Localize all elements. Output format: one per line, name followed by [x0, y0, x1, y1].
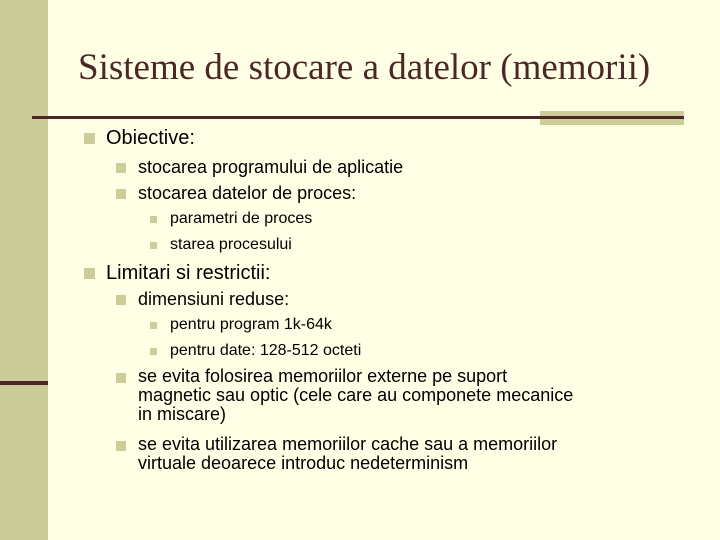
bullet-text: pentru date: 128-512 octeti — [170, 342, 362, 359]
bullet-text-line: in miscare) — [138, 404, 227, 424]
bullet-text-line: se evita utilizarea memoriilor cache sau a memoriilor — [138, 434, 558, 454]
square-bullet-icon — [84, 133, 95, 144]
bullet-text: stocarea programului de aplicatie — [138, 157, 404, 177]
bullet-text-block — [138, 435, 686, 473]
bullet-text: starea procesului — [170, 236, 292, 253]
bullet-text: pentru program 1k-64k — [170, 316, 332, 333]
bullet-text: stocarea datelor de proces: — [138, 183, 357, 203]
square-bullet-icon — [150, 348, 157, 355]
square-bullet-icon — [150, 242, 157, 249]
bullet-text-line: se evita folosirea memoriilor externe pe suport — [138, 366, 508, 386]
bullet-text-line: virtuale deoarece introduc nedeterminism — [138, 453, 469, 473]
square-bullet-icon — [116, 295, 126, 305]
square-bullet-icon — [116, 441, 126, 451]
square-bullet-icon — [84, 268, 95, 279]
bullet-text-block — [138, 367, 686, 424]
slide-title: Sisteme de stocare a datelor (memorii) — [78, 47, 651, 88]
bullet-text-line: magnetic sau optic (cele care au componete mecanice — [138, 385, 574, 405]
square-bullet-icon — [116, 373, 126, 383]
square-bullet-icon — [150, 322, 157, 329]
bullet-text: Limitari si restrictii: — [106, 262, 271, 284]
square-bullet-icon — [116, 163, 126, 173]
bullet-text: Obiective: — [106, 127, 195, 149]
bullet-text: dimensiuni reduse: — [138, 289, 290, 309]
square-bullet-icon — [150, 216, 157, 223]
square-bullet-icon — [116, 189, 126, 199]
bullet-text: parametri de proces — [170, 210, 313, 227]
